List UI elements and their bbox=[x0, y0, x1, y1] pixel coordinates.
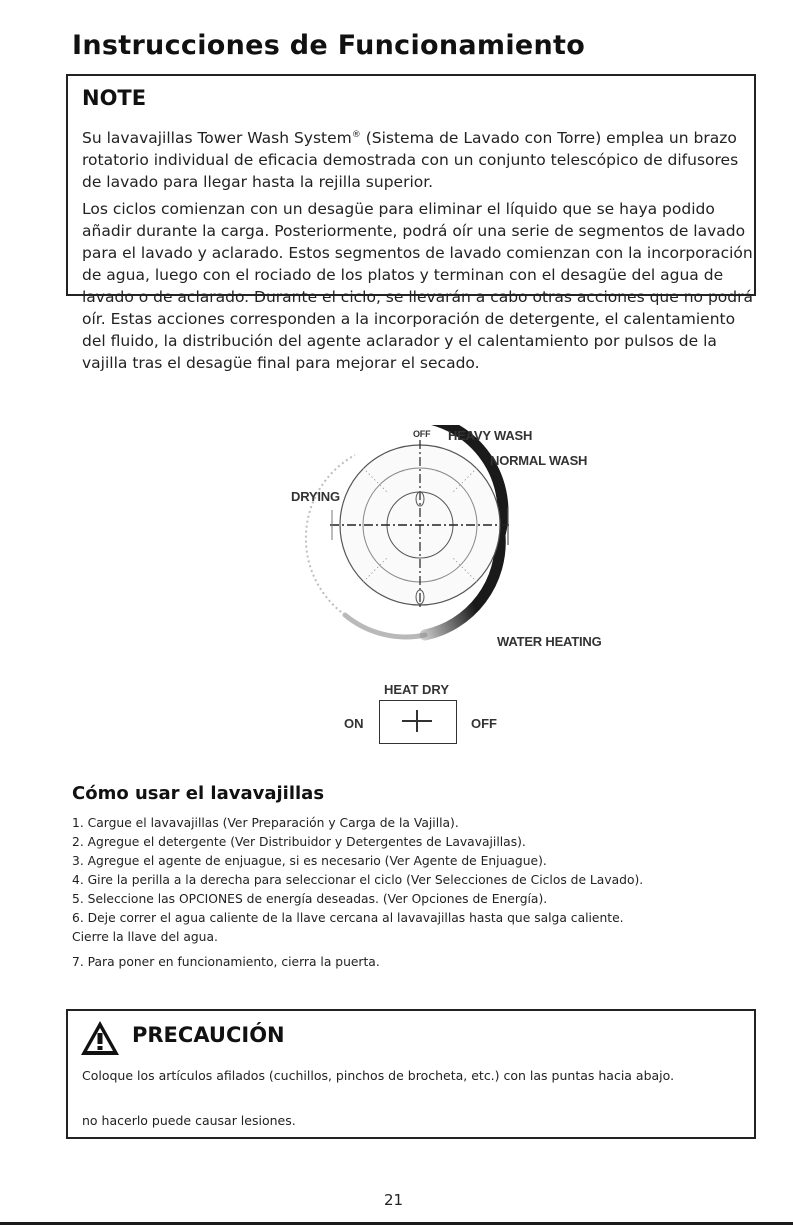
list-item: 5. Seleccione las OPCIONES de energía deseadas. (Ver Opciones de Energía). bbox=[72, 892, 548, 906]
page-title: Instrucciones de Funcionamiento bbox=[72, 30, 586, 61]
heat-dry-switch bbox=[379, 700, 457, 744]
dial-label-normal-wash: NORMAL WASH bbox=[490, 453, 588, 468]
note-paragraph-1-end: (Sistema de Lavado con Torre) emplea un brazo rotatorio individual de eficacia demostrada con un conjunto telescópico de difusores de lavado para llegar hasta la rejilla superior. bbox=[82, 129, 739, 192]
heat-dry-off-label: OFF bbox=[471, 716, 497, 731]
registered-mark: ® bbox=[351, 130, 361, 140]
note-box bbox=[66, 74, 756, 373]
list-item: 2. Agregue el detergente (Ver Distribuidor y Detergentes de Lavavajillas). bbox=[72, 835, 526, 849]
dial-label-water-heating: WATER HEATING bbox=[497, 634, 602, 649]
usage-heading: Cómo usar el lavavajillas bbox=[72, 783, 325, 804]
heat-dry-title: HEAT DRY bbox=[384, 682, 449, 697]
list-item: Cierre la llave del agua. bbox=[72, 930, 218, 944]
dial-label-drying: DRYING bbox=[291, 489, 340, 504]
list-item: 4. Gire la perilla a la derecha para seleccionar el ciclo (Ver Selecciones de Ciclos de Lavado). bbox=[72, 873, 644, 887]
note-paragraph-2: Los ciclos comienzan con un desagüe para eliminar el líquido que se haya podido añadir durante la carga. Posteriormente, podrá oír una serie de segmentos de lavado para el lavado y aclarado. Estos segmentos de lavado comienzan con la incorporación de agua, luego con el rociado de los platos y terminan con el desagüe del agua de lavado o de aclarado. Durante el ciclo, se llevarán a cabo otras acciones que no podrá oír. Estas acciones corresponden a la incorporación de detergente, el calentamiento del fluido, la distribución del agente aclarador y el calentamiento por pulsos de la vajilla tras el desagüe final para mejorar el secado. bbox=[82, 200, 753, 373]
usage-steps-list bbox=[72, 814, 782, 972]
dial-label-heavy-wash: HEAVY WASH bbox=[448, 428, 533, 443]
dial-label-off: OFF bbox=[413, 429, 431, 439]
caution-heading: PRECAUCIÓN bbox=[132, 1023, 285, 1047]
list-item: 1. Cargue el lavavajillas (Ver Preparación y Carga de la Vajilla). bbox=[72, 816, 459, 830]
list-item: 6. Deje correr el agua caliente de la llave cercana al lavavajillas hasta que salga caliente. bbox=[72, 911, 624, 925]
caution-box bbox=[66, 1009, 756, 1139]
switch-vertical-mark bbox=[416, 710, 418, 732]
note-paragraph-1-start: Su lavavajillas Tower Wash System bbox=[82, 129, 352, 148]
note-paragraph-1 bbox=[82, 124, 754, 193]
page-number: 21 bbox=[384, 1191, 404, 1209]
caution-paragraph-1: Coloque los artículos afilados (cuchillos, pinchos de brocheta, etc.) con las puntas hacia abajo. bbox=[82, 1068, 675, 1083]
note-heading: NOTE bbox=[82, 86, 147, 110]
warning-triangle-icon bbox=[79, 1019, 121, 1057]
caution-paragraph-2: no hacerlo puede causar lesiones. bbox=[82, 1113, 296, 1128]
heat-dry-on-label: ON bbox=[344, 716, 364, 731]
dial-arc-bottom-fade bbox=[345, 615, 425, 637]
list-item: 3. Agregue el agente de enjuague, si es necesario (Ver Agente de Enjuague). bbox=[72, 854, 547, 868]
list-item: 7. Para poner en funcionamiento, cierra la puerta. bbox=[72, 955, 380, 969]
